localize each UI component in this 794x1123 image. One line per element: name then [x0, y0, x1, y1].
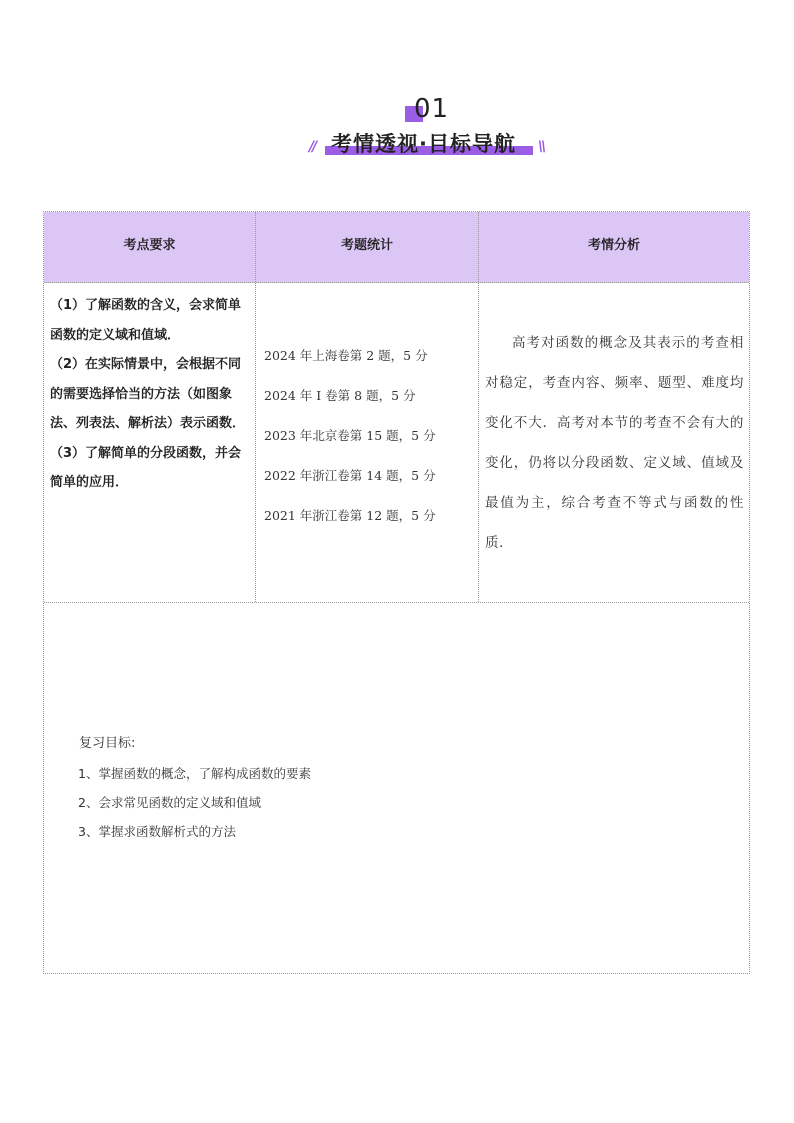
goal-item: 2、会求常见函数的定义域和值域 — [78, 795, 261, 810]
stat-item: 2022 年浙江卷第 14 题，5 分 — [264, 468, 436, 483]
goal-item: 3、掌握求函数解析式的方法 — [78, 824, 236, 839]
table-body-row — [44, 283, 749, 603]
stat-item: 2024 年 I 卷第 8 题，5 分 — [264, 388, 416, 403]
right-slash-decoration: \\ — [538, 139, 545, 155]
requirement-item: （3）了解简单的分段函数，并会简单的应用． — [50, 445, 242, 490]
analysis-cell: 高考对函数的概念及其表示的考查相对稳定，考查内容、频率、题型、难度均变化不大．高考对本节的考查不会有大的变化，仍将以分段函数、定义域、值域及最值为主，综合考查不等式与函数的性质． — [485, 335, 744, 551]
section-title: 考情透视·目标导航 — [331, 132, 516, 156]
left-slash-decoration: // — [309, 139, 316, 155]
header-analysis: 考情分析 — [587, 238, 640, 253]
goal-item: 1、掌握函数的概念，了解构成函数的要素 — [78, 766, 311, 781]
section-number: 01 — [414, 94, 450, 124]
requirement-item: （2）在实际情景中，会根据不同的需要选择恰当的方法（如图象法、列表法、解析法）表示函数． — [50, 357, 246, 431]
requirements-cell — [50, 291, 254, 498]
stat-item: 2023 年北京卷第 15 题，5 分 — [264, 428, 436, 443]
header-stats: 考题统计 — [340, 238, 393, 253]
stats-cell — [264, 345, 474, 545]
stat-item: 2024 年上海卷第 2 题，5 分 — [264, 348, 428, 363]
section-header — [0, 94, 794, 164]
table-header-row — [44, 212, 749, 283]
goals-title: 复习目标: — [79, 736, 136, 751]
review-goals — [78, 732, 311, 852]
stat-item: 2021 年浙江卷第 12 题，5 分 — [264, 508, 436, 523]
header-requirements: 考点要求 — [123, 238, 176, 253]
requirement-item: （1）了解函数的含义，会求简单函数的定义域和值域． — [50, 298, 242, 343]
exam-analysis-table — [43, 211, 750, 974]
